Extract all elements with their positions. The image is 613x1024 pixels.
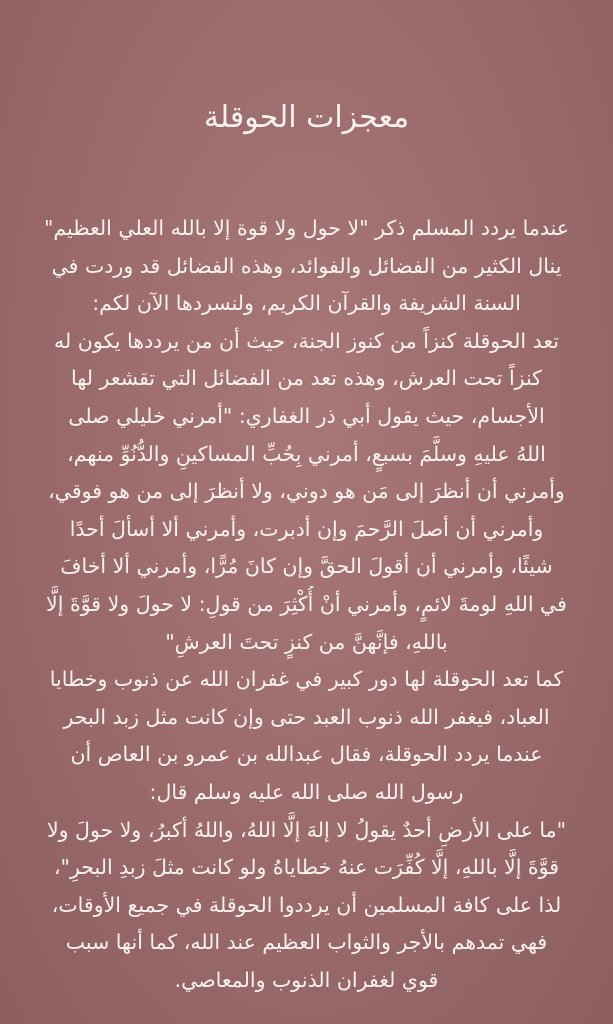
body-line: لذا على كافة المسلمين أن يرددوا الحوقلة في جميع الأوقات، [51, 892, 562, 917]
body-line: وأمرني أن أصلَ الرَّحمَ وإن أدبرت، وأمرني ألا أسألَ أحدًا [69, 516, 544, 541]
document-body [20, 210, 593, 1010]
body-line: الأجسام، حيث يقول أبي ذر الغفاري: "أمرني خليلي صلى [68, 403, 545, 428]
body-line: العباد، فيغفر الله ذنوب العبد حتى وإن كانت مثل زبد البحر [63, 704, 550, 729]
document-title: معجزات الحوقلة [203, 100, 410, 135]
body-line: اللهُ عليهِ وسلَّمَ بسبعٍ، أمرني بِحُبِّ المساكينِ والدُّنُوِّ منهم، [67, 441, 546, 466]
body-line: شيئًا، وأمرني أن أقولَ الحقَّ وإن كانَ مُرًّا، وأمرني ألا أخافَ [60, 554, 553, 579]
body-line: كنزاً تحت العرش، وهذه تعد من الفضائل التي تقشعر لها [71, 366, 542, 391]
body-line: في اللهِ لومةَ لائمٍ، وأمرني أنْ أُكْثِرَ من قولِ: لا حولَ ولا قوَّةَ إلَّا [46, 591, 567, 616]
body-line: وأمرني أن أنظرَ إلى مَن هو دوني، ولا أنظرَ إلى من هو فوقي، [48, 479, 565, 504]
body-line: قوَّةَ إلَّا باللهِ، إلَّا كُفِّرَت عنهُ خطاياهُ ولو كانت مثلَ زبدِ البحرِ"، [53, 855, 560, 880]
body-line: عندما يردد الحوقلة، فقال عبدالله بن عمرو بن العاص أن [70, 742, 543, 767]
body-line: ينال الكثير من الفضائل والفوائد، وهذه الفضائل قد وردت في [51, 253, 562, 278]
body-line: تعد الحوقلة كنزاً من كنوز الجنة، حيث أن من يرددها يكون له [54, 328, 559, 353]
body-line: قوي لغفران الذنوب والمعاصي. [174, 967, 439, 992]
body-line: عندما يردد المسلم ذكر "لا حول ولا قوة إلا بالله العلي العظيم" [43, 216, 570, 240]
body-line: "ما على الأرضِ أحدٌ يقولُ لا إلهَ إلَّا اللهُ، واللهُ أكبرُ، ولا حولَ ولا [46, 817, 567, 842]
body-line: كما تعد الحوقلة لها دور كبير في غفران الله عن ذنوب وخطايا [49, 667, 564, 692]
body-line: فهي تمدهم بالأجر والثواب العظيم عند الله، كما أنها سبب [65, 930, 548, 955]
body-line: السنة الشريفة والقرآن الكريم، ولنسردها الآن لكم: [92, 291, 521, 316]
body-line: باللهِ، فإنَّهنَّ من كنزٍ تحتَ العرشِ" [165, 629, 448, 654]
body-line: رسول الله صلى الله عليه وسلم قال: [149, 779, 464, 804]
